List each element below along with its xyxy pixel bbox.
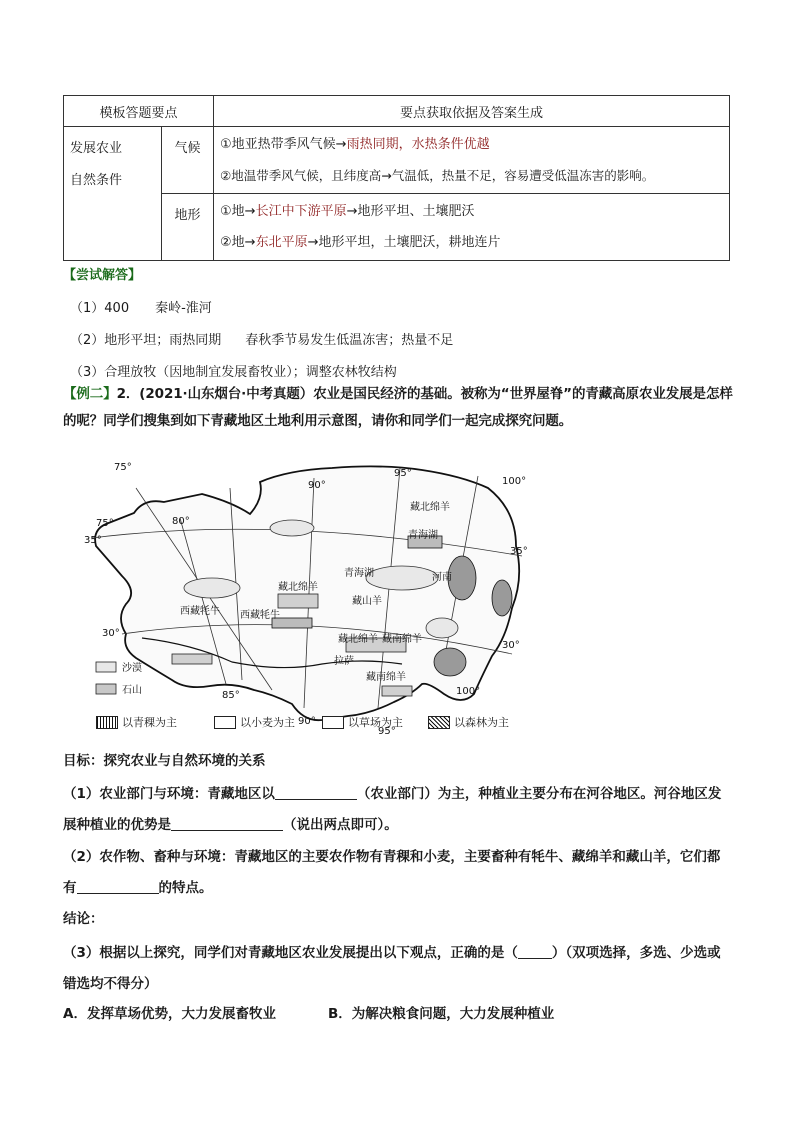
label-35-left: 35°: [84, 535, 102, 546]
label-95-bottom: 95°: [378, 726, 396, 737]
try-answer-1: [70, 297, 212, 316]
conclusion-label: 结论：: [63, 911, 104, 927]
question-1: [63, 779, 733, 841]
label-75-top: 75°: [114, 462, 132, 473]
question-3: [63, 938, 733, 1000]
climate-line-1: [220, 129, 723, 160]
legend-forest: [428, 714, 509, 730]
table-header-row: [64, 96, 730, 127]
label-100-bottom: 100°: [456, 686, 481, 697]
place-2: 青海湖: [408, 530, 438, 541]
place-1: 藏北绵羊: [410, 502, 450, 513]
try-answer-2: [70, 329, 453, 348]
climate-line-1-text: ①地亚热带季风气候→: [220, 137, 347, 152]
options-row: [63, 1001, 733, 1027]
label-climate: 气候: [162, 127, 214, 194]
q2-part-b: 的特点。: [158, 880, 213, 896]
label-terrain: 地形: [162, 194, 214, 261]
q3-part-b: ）（双项选择，多选、少选或错选均不得分）: [63, 945, 721, 992]
legend-barley-label: 以青稞为主: [122, 716, 177, 729]
example-2-intro: [63, 381, 733, 435]
legend-forest-swatch: [428, 716, 450, 729]
legend-grassland: [322, 714, 403, 730]
category-line-2: 自然条件: [70, 173, 123, 188]
label-80: 80°: [172, 516, 190, 527]
legend-barley: [96, 714, 177, 730]
terrain-line-2: [220, 227, 723, 258]
goal: 目标：探究农业与自然环境的关系: [63, 753, 266, 769]
label-100-top: 100°: [502, 476, 527, 487]
place-8: 西藏牦牛: [240, 610, 280, 621]
legend-desert-swatch: [96, 662, 116, 672]
place-11: 拉萨: [334, 656, 354, 667]
legend-forest-label: 以森林为主: [454, 716, 509, 729]
place-7: 西藏牦牛: [180, 606, 220, 617]
label-75-left: 75°: [96, 518, 114, 529]
label-95-top: 95°: [394, 468, 412, 479]
legend-desert: 沙漠: [122, 663, 142, 674]
label-30-right: 30°: [502, 640, 520, 651]
terrain-line-1-suffix: →地形平坦、土壤肥沃: [346, 204, 475, 219]
try-answer-1-text: 秦岭-淮河: [155, 301, 212, 316]
q1-part-b: （农业部门）为主，种植业主要分布在河谷地区。河谷地区发展种植业的优势是: [63, 786, 722, 833]
q1-blank-1[interactable]: [275, 784, 357, 800]
label-90-bottom: 90°: [298, 716, 316, 727]
label-90-top: 90°: [308, 480, 326, 491]
legend-grassland-swatch: [322, 716, 344, 729]
place-3: 青海湖: [344, 568, 374, 579]
climate-line-1-highlight: 雨热同期，水热条件优越: [346, 137, 490, 152]
header-key-points: 模板答题要点: [64, 96, 214, 127]
q3-blank[interactable]: [518, 943, 552, 959]
terrain-line-2-suffix: →地形平坦，土壤肥沃，耕地连片: [307, 235, 501, 250]
legend-wheat-swatch: [214, 716, 236, 729]
terrain-line-1-prefix: ①地→: [220, 204, 256, 219]
q1-blank-2[interactable]: [171, 815, 283, 831]
map-legend-bottom: [96, 714, 536, 732]
question-2: [63, 842, 733, 904]
category-cell: [64, 127, 162, 261]
legend-wheat-label: 以小麦为主: [240, 716, 295, 729]
label-35-right: 35°: [510, 546, 528, 557]
terrain-line-1: [220, 196, 723, 227]
q2-blank[interactable]: [77, 878, 159, 894]
place-10: 藏南绵羊: [382, 634, 422, 645]
terrain-line-2-prefix: ②地→: [220, 235, 256, 250]
try-answer-2-num: （2）地形平坦；雨热同期: [70, 333, 222, 348]
terrain-line-1-highlight: 长江中下游平原: [255, 204, 347, 219]
legend-rock: 石山: [122, 685, 142, 696]
legend-grassland-label: 以草场为主: [348, 716, 403, 729]
map-legend-top: [96, 661, 142, 696]
q3-part-a: （3）根据以上探究，同学们对青藏地区农业发展提出以下观点，正确的是（: [63, 945, 518, 961]
terrain-line-2-highlight: 东北平原: [255, 235, 308, 250]
try-answer-1-num: （1）400: [70, 301, 130, 316]
category-line-1: 发展农业: [70, 141, 123, 156]
terrain-content: [214, 194, 730, 261]
place-4: 河南: [432, 572, 452, 583]
legend-barley-swatch: [96, 716, 118, 729]
legend-rock-swatch: [96, 684, 116, 694]
header-basis: 要点获取依据及答案生成: [214, 96, 730, 127]
q1-part-a: （1）农业部门与环境：青藏地区以: [63, 786, 275, 802]
climate-content: [214, 127, 730, 194]
table-row-climate: [64, 127, 730, 194]
try-answer-3: （3）合理放牧（因地制宜发展畜牧业）；调整农林牧结构: [70, 365, 397, 380]
example-tag: 【例二】: [63, 386, 117, 402]
table-row-terrain: [64, 194, 730, 261]
option-b[interactable]: B．为解决粮食问题，大力发展种植业: [327, 1006, 555, 1022]
answer-template-table: [63, 95, 730, 261]
place-12: 藏南绵羊: [366, 672, 406, 683]
place-5: 藏北绵羊: [278, 582, 318, 593]
q2-part-a: （2）农作物、畜种与环境：青藏地区的主要农作物有青稞和小麦，主要畜种有牦牛、藏绵羊和藏山羊，它们都有: [63, 849, 721, 896]
place-6: 藏山羊: [352, 596, 382, 607]
try-answer-2-text: 春秋季节易发生低温冻害；热量不足: [245, 333, 454, 348]
try-answer-title: 【尝试解答】: [63, 268, 142, 283]
climate-line-2: ②地温带季风气候，且纬度高→气温低，热量不足，容易遭受低温冻害的影响。: [220, 168, 655, 183]
legend-wheat: [214, 714, 295, 730]
example-intro-text: 2．(2021·山东烟台·中考真题）农业是国民经济的基础。被称为“世界屋脊”的青藏高原农业发展是怎样的呢？同学们搜集到如下青藏地区土地利用示意图，请你和同学们一起完成探究问题。: [63, 386, 733, 429]
label-85: 85°: [222, 690, 240, 701]
option-a[interactable]: A．发挥草场优势，大力发展畜牧业: [63, 1006, 276, 1022]
place-9: 藏北绵羊: [338, 634, 378, 645]
q1-part-c: （说出两点即可）。: [283, 817, 398, 833]
qinghai-tibet-land-use-map: [82, 458, 532, 748]
label-30-left: 30°: [102, 628, 120, 639]
